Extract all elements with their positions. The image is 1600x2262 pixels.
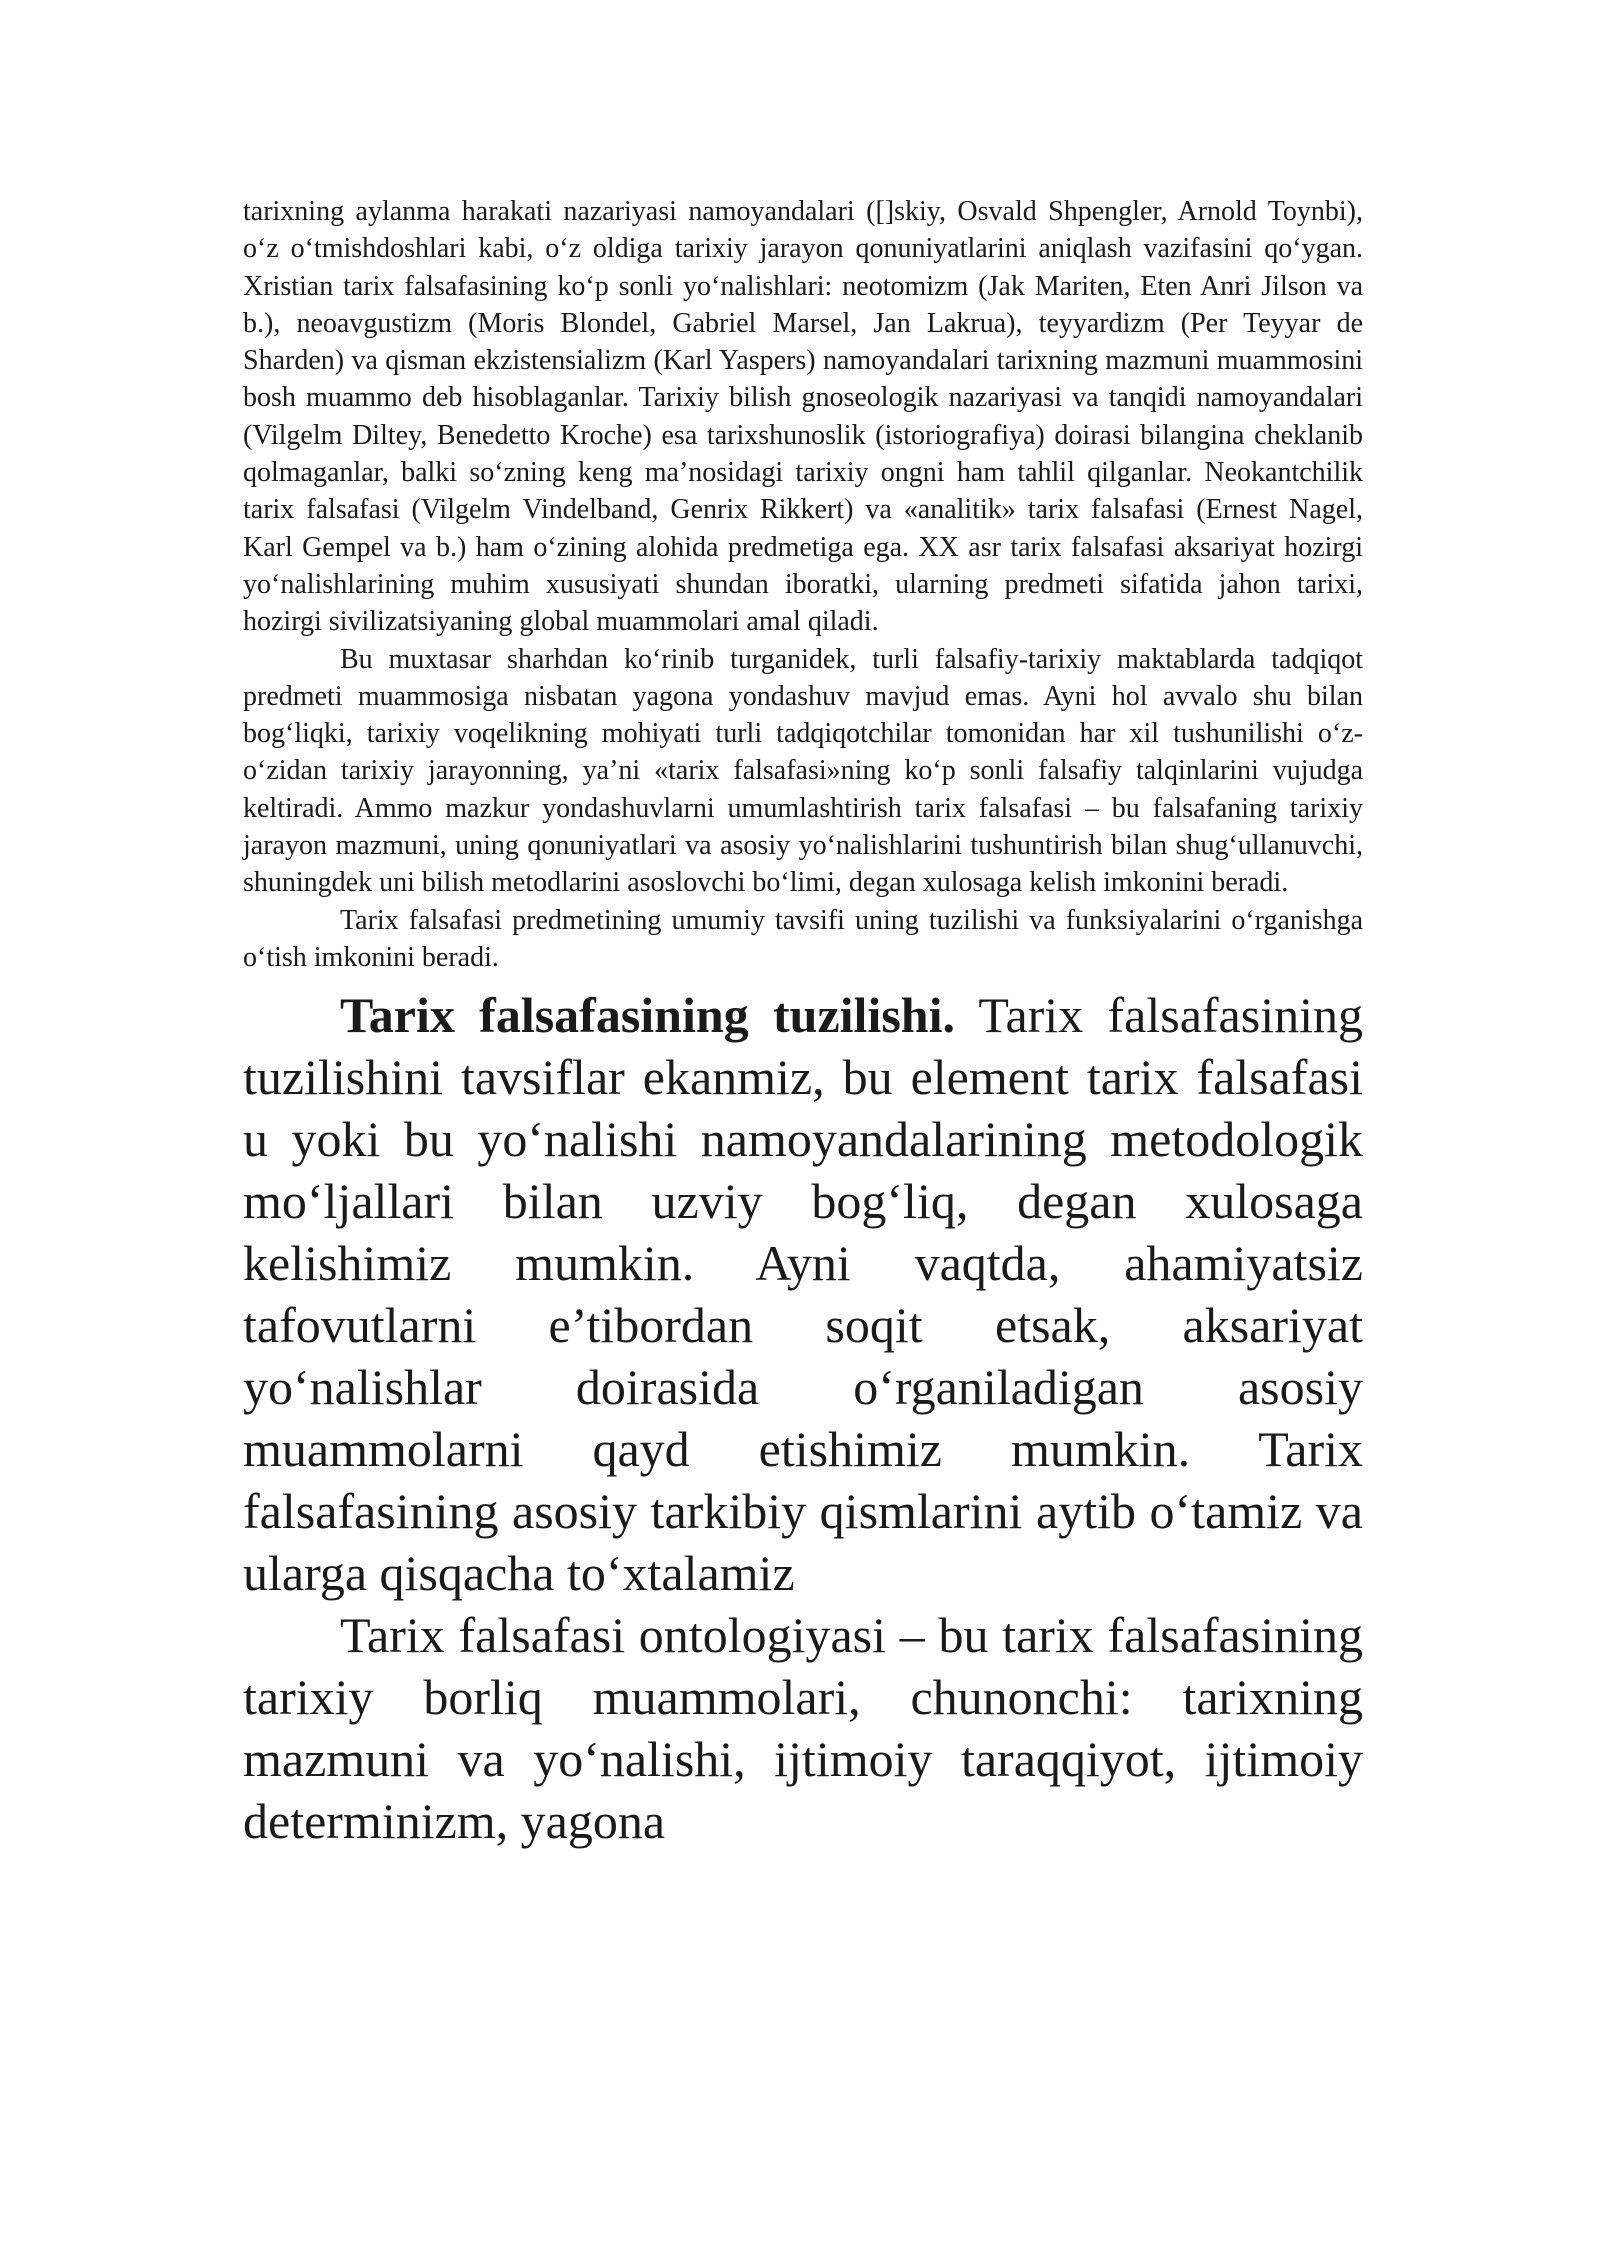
heading-continuation: Tarix falsafasining tuzilishini tavsiflar ekanmiz, bu element tarix falsafasi u yoki bu yo‘nalishi namoyandalarining metodologik mo‘ljallari bilan uzviy bog‘liq, degan xulosaga kelishimiz mumkin. Ayni vaqtda, ahamiyatsiz tafovutlarni e’tibordan soqit etsak, aksariyat yo‘nalishlar doirasida o‘rganiladigan asosiy muammolarni qayd etishimiz mumkin. Tarix falsafasining asosiy tarkibiy qismlarini aytib o‘tamiz va ularga qisqacha to‘xtalamiz	[243, 987, 1363, 1602]
document-page	[243, 193, 1363, 1852]
small-text-section	[243, 193, 1363, 976]
paragraph-ontology: Tarix falsafasi ontologiyasi – bu tarix falsafasining tarixiy borliq muammolari, chunonchi: tarixning mazmuni va yo‘nalishi, ijtimoiy taraqqiyot, ijtimoiy determinizm, yagona	[243, 1607, 1363, 1850]
large-text-section	[243, 984, 1363, 1852]
paragraph-2: Bu muxtasar sharhdan ko‘rinib turganidek, turli falsafiy-tarixiy maktablarda tadqiqot predmeti muammosiga nisbatan yagona yondashuv mavjud emas. Ayni hol avvalo shu bilan bog‘liqki, tarixiy voqelikning mohiyati turli tadqiqotchilar tomonidan har xil tushunilishi o‘z-o‘zidan tarixiy jarayonning, ya’ni «tarix falsafasi»ning ko‘p sonli falsafiy talqinlarini vujudga keltiradi. Ammo mazkur yondashuvlarni umumlashtirish tarix falsafasi – bu falsafaning tarixiy jarayon mazmuni, uning qonuniyatlari va asosiy yo‘nalishlarini tushuntirish bilan shug‘ullanuvchi, shuningdek uni bilish metodlarini asoslovchi bo‘limi, degan xulosaga kelish imkonini beradi.	[243, 643, 1363, 899]
section-heading: Tarix falsafasining tuzilishi.	[340, 987, 955, 1044]
paragraph-3: Tarix falsafasi predmetining umumiy tavsifi uning tuzilishi va funksiyalarini o‘rganishga o‘tish imkonini beradi.	[243, 904, 1363, 973]
paragraph-structure	[243, 984, 1363, 1604]
paragraph-1: tarixning aylanma harakati nazariyasi namoyandalari ([]skiy, Osvald Shpengler, Arnold Toynbi), o‘z o‘tmishdoshlari kabi, o‘z oldiga tarixiy jarayon qonuniyatlarini aniqlash vazifasini qo‘ygan. Xristian tarix falsafasining ko‘p sonli yo‘nalishlari: neotomizm (Jak Mariten, Eten Anri Jilson va b.), neoavgustizm (Moris Blondel, Gabriel Marsel, Jan Lakrua), teyyardizm (Per Teyyar de Sharden) va qisman ekzistensializm (Karl Yaspers) namoyandalari tarixning mazmuni muammosini bosh muammo deb hisoblaganlar. Tarixiy bilish gnoseologik nazariyasi va tanqidi namoyandalari (Vilgelm Diltey, Benedetto Kroche) esa tarixshunoslik (istoriografiya) doirasi bilangina cheklanib qolmaganlar, balki so‘zning keng ma’nosidagi tarixiy ongni ham tahlil qilganlar. Neokantchilik tarix falsafasi (Vilgelm Vindelband, Genrix Rikkert) va «analitik» tarix falsafasi (Ernest Nagel, Karl Gempel va b.) ham o‘zining alohida predmetiga ega. XX asr tarix falsafasi aksariyat hozirgi yo‘nalishlarining muhim xususiyati shundan iboratki, ularning predmeti sifatida jahon tarixi, hozirgi sivilizatsiyaning global muammolari amal qiladi.	[243, 196, 1363, 638]
